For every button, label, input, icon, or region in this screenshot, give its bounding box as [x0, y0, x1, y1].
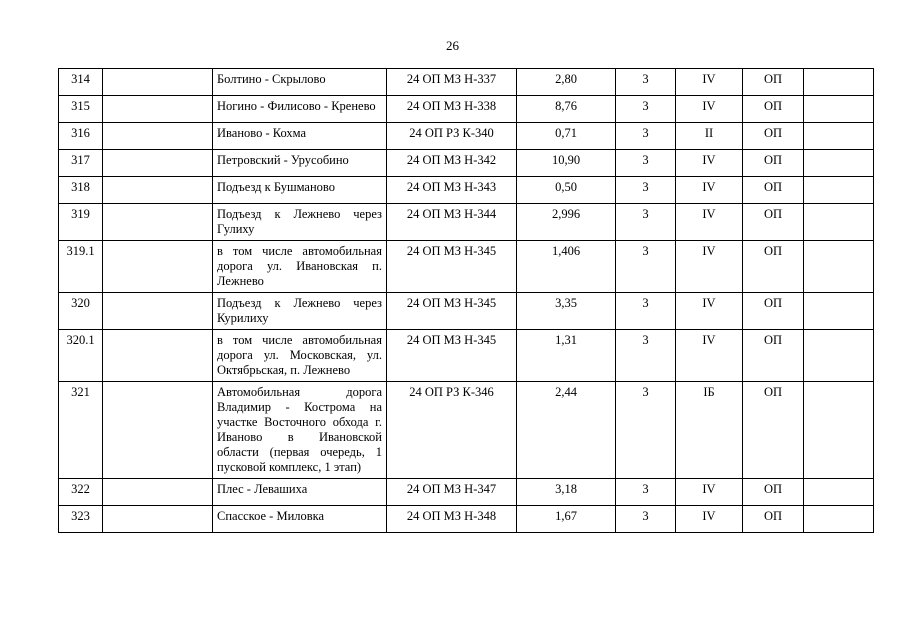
- row-number: 317: [59, 150, 103, 177]
- table-row: [59, 177, 874, 204]
- road-usage: ОП: [743, 123, 804, 150]
- road-code: 24 ОП МЗ Н-337: [387, 69, 517, 96]
- empty-cell: [103, 382, 213, 479]
- table-row: [59, 479, 874, 506]
- road-class: II: [676, 123, 743, 150]
- road-code: 24 ОП МЗ Н-344: [387, 204, 517, 241]
- road-class: IV: [676, 177, 743, 204]
- road-code: 24 ОП МЗ Н-345: [387, 293, 517, 330]
- road-class: IБ: [676, 382, 743, 479]
- empty-cell: [103, 177, 213, 204]
- row-number: 320: [59, 293, 103, 330]
- road-code: 24 ОП МЗ Н-345: [387, 241, 517, 293]
- empty-cell: [103, 204, 213, 241]
- empty-cell: [804, 69, 874, 96]
- road-length: 2,80: [517, 69, 616, 96]
- empty-cell: [804, 123, 874, 150]
- road-length: 0,71: [517, 123, 616, 150]
- empty-cell: [103, 123, 213, 150]
- empty-cell: [804, 150, 874, 177]
- table-row: [59, 123, 874, 150]
- row-number: 315: [59, 96, 103, 123]
- empty-cell: [804, 96, 874, 123]
- road-category: 3: [616, 204, 676, 241]
- road-name: Болтино - Скрылово: [213, 69, 387, 96]
- empty-cell: [804, 330, 874, 382]
- road-code: 24 ОП МЗ Н-342: [387, 150, 517, 177]
- road-usage: ОП: [743, 293, 804, 330]
- road-class: IV: [676, 330, 743, 382]
- empty-cell: [804, 204, 874, 241]
- road-length: 8,76: [517, 96, 616, 123]
- road-length: 2,996: [517, 204, 616, 241]
- row-number: 314: [59, 69, 103, 96]
- empty-cell: [804, 382, 874, 479]
- table-row: [59, 204, 874, 241]
- row-number: 323: [59, 506, 103, 533]
- road-code: 24 ОП МЗ Н-347: [387, 479, 517, 506]
- road-code: 24 ОП РЗ К-346: [387, 382, 517, 479]
- empty-cell: [103, 241, 213, 293]
- road-name: Подъезд к Лежнево через Гулиху: [213, 204, 387, 241]
- table-row: [59, 96, 874, 123]
- empty-cell: [804, 293, 874, 330]
- road-category: 3: [616, 382, 676, 479]
- road-length: 3,18: [517, 479, 616, 506]
- road-code: 24 ОП МЗ Н-343: [387, 177, 517, 204]
- road-category: 3: [616, 241, 676, 293]
- road-name: Спасское - Миловка: [213, 506, 387, 533]
- road-name: Подъезд к Бушманово: [213, 177, 387, 204]
- road-usage: ОП: [743, 330, 804, 382]
- row-number: 322: [59, 479, 103, 506]
- road-category: 3: [616, 293, 676, 330]
- road-class: IV: [676, 293, 743, 330]
- road-usage: ОП: [743, 506, 804, 533]
- road-class: IV: [676, 96, 743, 123]
- road-name: в том числе автомобильная дорога ул. Московская, ул. Октябрьская, п. Лежнево: [213, 330, 387, 382]
- row-number: 318: [59, 177, 103, 204]
- road-category: 3: [616, 123, 676, 150]
- road-category: 3: [616, 69, 676, 96]
- road-category: 3: [616, 96, 676, 123]
- road-name: Ногино - Филисово - Кренево: [213, 96, 387, 123]
- table-row: [59, 506, 874, 533]
- table-row: [59, 382, 874, 479]
- empty-cell: [103, 479, 213, 506]
- road-length: 3,35: [517, 293, 616, 330]
- table-row: [59, 293, 874, 330]
- road-category: 3: [616, 177, 676, 204]
- row-number: 319.1: [59, 241, 103, 293]
- road-length: 1,67: [517, 506, 616, 533]
- road-class: IV: [676, 506, 743, 533]
- road-length: 1,31: [517, 330, 616, 382]
- road-length: 2,44: [517, 382, 616, 479]
- road-usage: ОП: [743, 69, 804, 96]
- road-name: Автомобильная дорога Владимир - Кострома на участке Восточного обхода г. Иваново в Ивановской области (первая очередь, 1 пусковой комплекс, 1 этап): [213, 382, 387, 479]
- table-row: [59, 69, 874, 96]
- road-usage: ОП: [743, 204, 804, 241]
- road-name: в том числе автомобильная дорога ул. Ивановская п. Лежнево: [213, 241, 387, 293]
- road-code: 24 ОП МЗ Н-345: [387, 330, 517, 382]
- empty-cell: [804, 506, 874, 533]
- empty-cell: [103, 293, 213, 330]
- road-class: IV: [676, 69, 743, 96]
- road-category: 3: [616, 506, 676, 533]
- road-class: IV: [676, 241, 743, 293]
- empty-cell: [103, 150, 213, 177]
- row-number: 321: [59, 382, 103, 479]
- row-number: 320.1: [59, 330, 103, 382]
- road-code: 24 ОП МЗ Н-348: [387, 506, 517, 533]
- road-usage: ОП: [743, 241, 804, 293]
- road-name: Петровский - Урусобино: [213, 150, 387, 177]
- road-usage: ОП: [743, 382, 804, 479]
- road-category: 3: [616, 150, 676, 177]
- empty-cell: [804, 479, 874, 506]
- row-number: 319: [59, 204, 103, 241]
- road-class: IV: [676, 479, 743, 506]
- road-length: 1,406: [517, 241, 616, 293]
- road-category: 3: [616, 330, 676, 382]
- empty-cell: [103, 506, 213, 533]
- empty-cell: [804, 177, 874, 204]
- road-class: IV: [676, 150, 743, 177]
- empty-cell: [103, 69, 213, 96]
- table-row: [59, 330, 874, 382]
- page-number: 26: [446, 38, 459, 53]
- roads-table: [58, 68, 874, 533]
- road-length: 10,90: [517, 150, 616, 177]
- road-code: 24 ОП РЗ К-340: [387, 123, 517, 150]
- empty-cell: [103, 96, 213, 123]
- road-category: 3: [616, 479, 676, 506]
- empty-cell: [103, 330, 213, 382]
- road-usage: ОП: [743, 177, 804, 204]
- empty-cell: [804, 241, 874, 293]
- road-name: Плес - Левашиха: [213, 479, 387, 506]
- table-row: [59, 241, 874, 293]
- road-code: 24 ОП МЗ Н-338: [387, 96, 517, 123]
- row-number: 316: [59, 123, 103, 150]
- road-class: IV: [676, 204, 743, 241]
- table-row: [59, 150, 874, 177]
- road-usage: ОП: [743, 96, 804, 123]
- road-name: Подъезд к Лежнево через Курилиху: [213, 293, 387, 330]
- road-usage: ОП: [743, 479, 804, 506]
- road-name: Иваново - Кохма: [213, 123, 387, 150]
- road-usage: ОП: [743, 150, 804, 177]
- road-length: 0,50: [517, 177, 616, 204]
